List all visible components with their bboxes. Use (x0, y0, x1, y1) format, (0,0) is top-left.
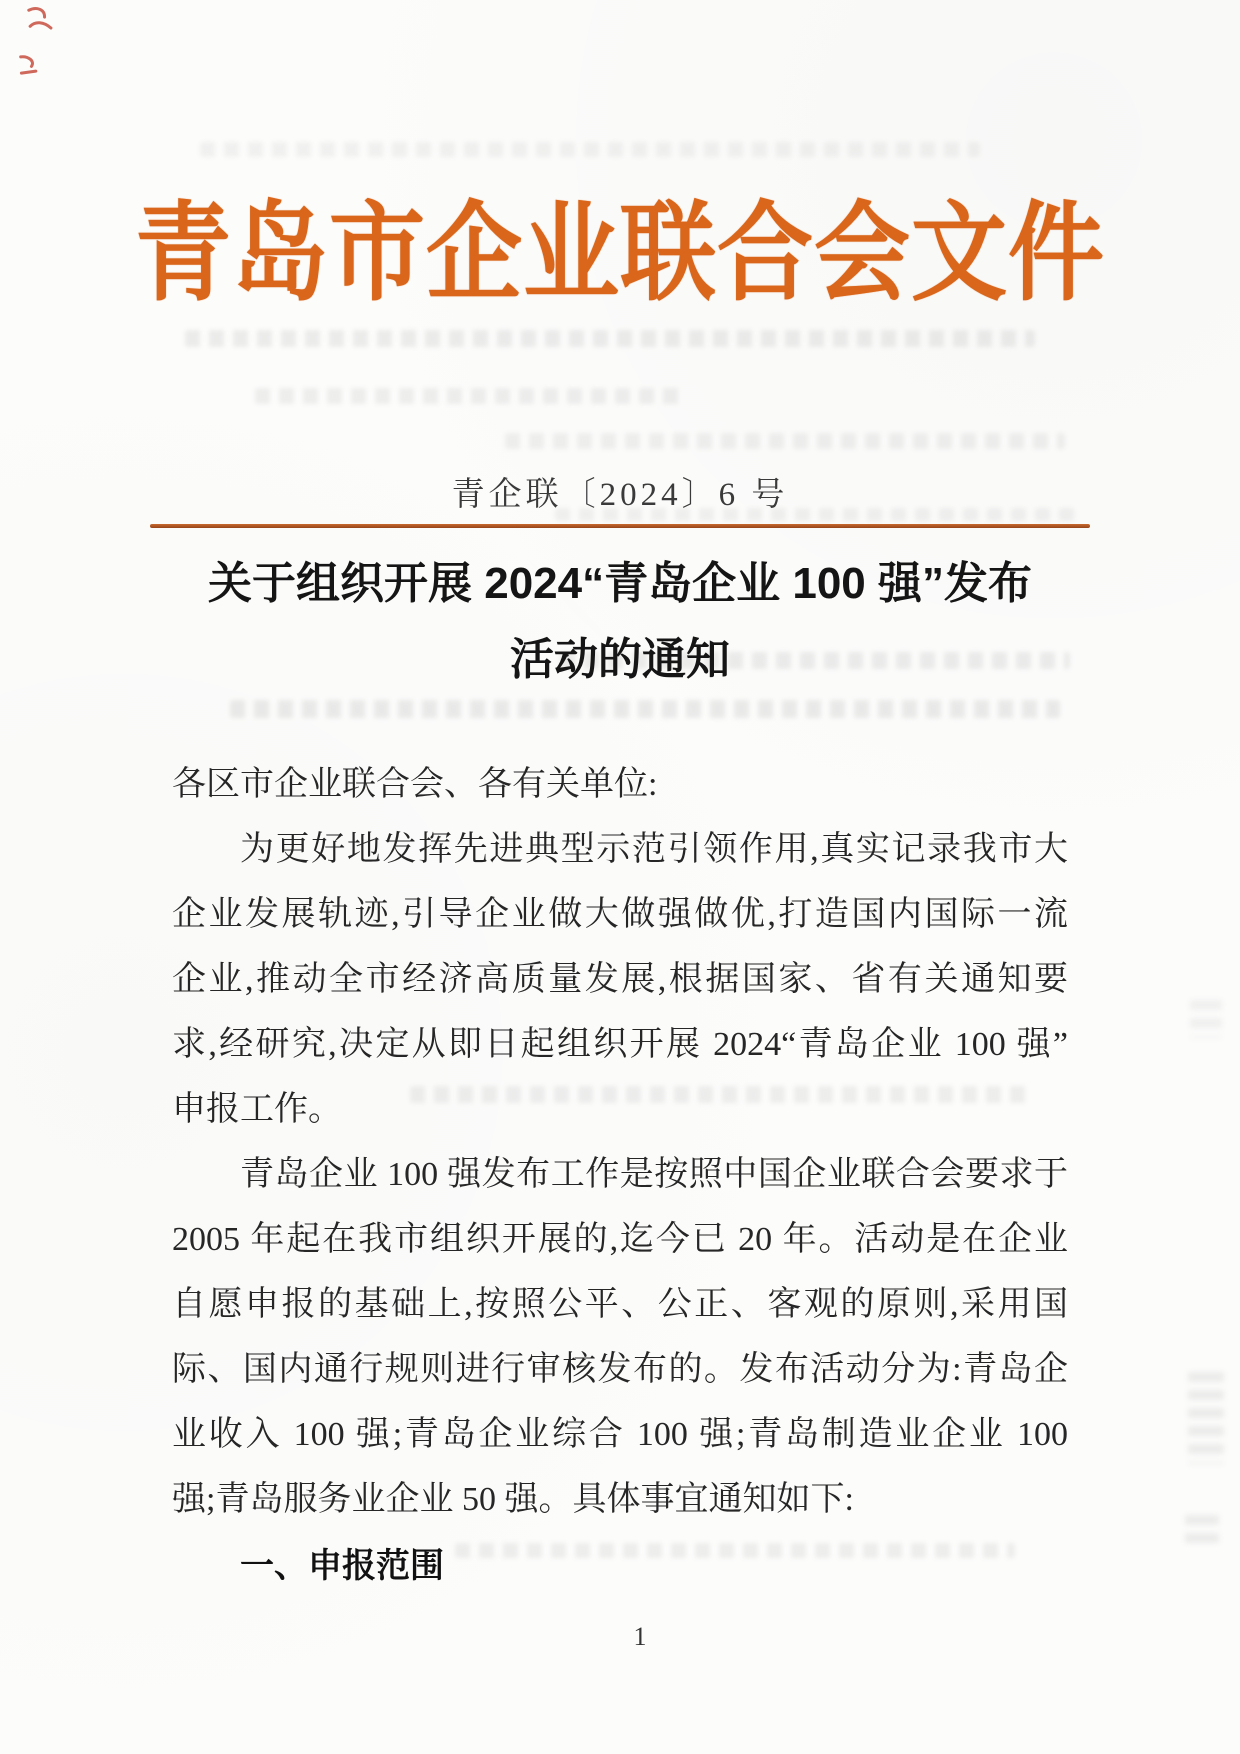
body-line: 企业发展轨迹,引导企业做大做强做优,打造国内国际一流 (172, 896, 1068, 933)
body-line: 求,经研究,决定从即日起组织开展 2024“青岛企业 100 强” (172, 1026, 1068, 1063)
bleed-through-smudge (1188, 1372, 1224, 1464)
body-line: 青岛企业 100 强发布工作是按照中国企业联合会要求于 (240, 1156, 1068, 1193)
body-line: 际、国内通行规则进行审核发布的。发布活动分为:青岛企 (172, 1351, 1068, 1388)
pen-mark-icon (12, 50, 45, 89)
title-line-2: 活动的通知 (510, 635, 730, 684)
body-line: 自愿申报的基础上,按照公平、公正、客观的原则,采用国 (172, 1286, 1068, 1323)
body-line: 企业,推动全市经济高质量发展,根据国家、省有关通知要 (172, 961, 1068, 998)
salutation: 各区市企业联合会、各有关单位: (172, 766, 658, 803)
body-line: 2005 年起在我市组织开展的,迄今已 20 年。活动是在企业 (172, 1221, 1068, 1258)
document-title (75, 546, 1165, 698)
bleed-through-text (185, 330, 1035, 347)
body-line: 为更好地发挥先进典型示范引领作用,真实记录我市大 (240, 831, 1068, 868)
body-line: 业收入 100 强;青岛企业综合 100 强;青岛制造业企业 100 (172, 1416, 1068, 1453)
organization-banner: 青岛市企业联合会文件 (135, 193, 1105, 314)
page-number: 1 (633, 1622, 647, 1651)
bleed-through-text (230, 700, 1060, 718)
document-number: 青企联〔2024〕6 号 (451, 477, 789, 513)
bleed-through-smudge (1185, 1515, 1219, 1549)
title-line-1: 关于组织开展 2024“青岛企业 100 强”发布 (208, 559, 1032, 608)
body-line: 强;青岛服务业企业 50 强。具体事宜通知如下: (172, 1481, 854, 1518)
divider-line (150, 524, 1090, 528)
section-heading: 一、申报范围 (240, 1547, 444, 1585)
bleed-through-smudge (1190, 1000, 1222, 1038)
pen-mark-icon (22, 1, 60, 47)
bleed-through-text (255, 388, 685, 404)
bleed-through-text (505, 433, 1065, 449)
body-line: 申报工作。 (172, 1091, 342, 1128)
document-body (172, 752, 1068, 1599)
bleed-through-text (200, 142, 980, 157)
